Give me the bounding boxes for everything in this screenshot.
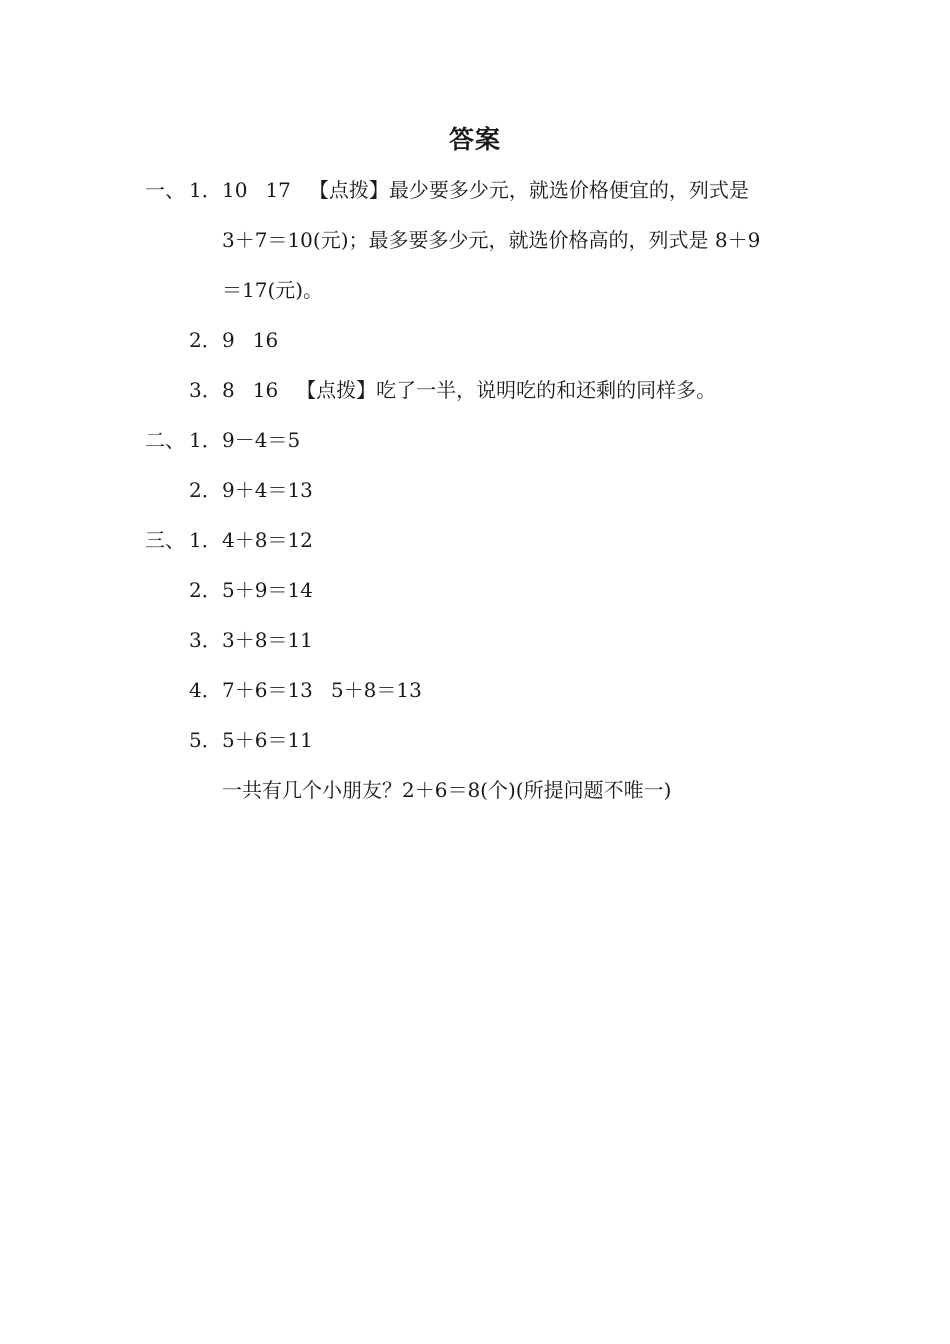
section-label: 一、 [145,178,185,202]
question-number: 1． [189,428,222,452]
question-number: 5． [189,728,222,752]
section-3-question-5 [189,725,313,755]
answer-text: 5＋8＝13 [330,678,422,702]
answer-text: 9－4＝5 [222,428,301,452]
answer-text: 4＋8＝12 [222,528,313,552]
answer-text: 9＋4＝13 [222,478,313,502]
section-1-question-1-continued: 3＋7＝10(元)；最多要多少元，就选价格高的，列式是 8＋9 [222,228,761,252]
section-2-question-1 [145,425,300,455]
section-3-question-2 [189,575,313,605]
section-label: 二、 [145,428,185,452]
section-3-question-3 [189,625,313,655]
answer-text: 3＋8＝11 [222,628,313,652]
question-number: 1． [189,178,222,202]
section-3-question-4 [189,675,422,705]
question-number: 2． [189,478,222,502]
hint-text: 【点拨】最少要多少元，就选价格便宜的，列式是 [308,178,749,202]
answer-value: 16 [252,378,279,402]
section-1-question-2 [189,325,278,355]
question-number: 2． [189,328,222,352]
question-number: 2． [189,578,222,602]
answer-value: 10 [222,178,248,202]
question-number: 1． [189,528,222,552]
section-3-question-5-extra: 一共有几个小朋友？2＋6＝8(个)(所提问题不唯一) [222,778,672,802]
section-1-question-3 [189,375,716,405]
section-label: 三、 [145,528,185,552]
section-3-question-1 [145,525,313,555]
answer-value: 16 [252,328,279,352]
question-number: 3． [189,378,222,402]
hint-text: 【点拨】吃了一半，说明吃的和还剩的同样多。 [296,378,717,402]
section-2-question-2 [189,475,313,505]
answer-text: 5＋6＝11 [222,728,313,752]
answer-text: 5＋9＝14 [222,578,313,602]
answer-value: 17 [265,178,291,202]
section-1-question-1-continued: ＝17(元)。 [222,278,324,302]
section-1-question-1 [145,175,749,205]
answer-text: 7＋6＝13 [222,678,313,702]
answer-value: 9 [222,328,235,352]
question-number: 4． [189,678,222,702]
answer-value: 8 [222,378,235,402]
question-number: 3． [189,628,222,652]
page-title: 答案 [448,125,501,154]
